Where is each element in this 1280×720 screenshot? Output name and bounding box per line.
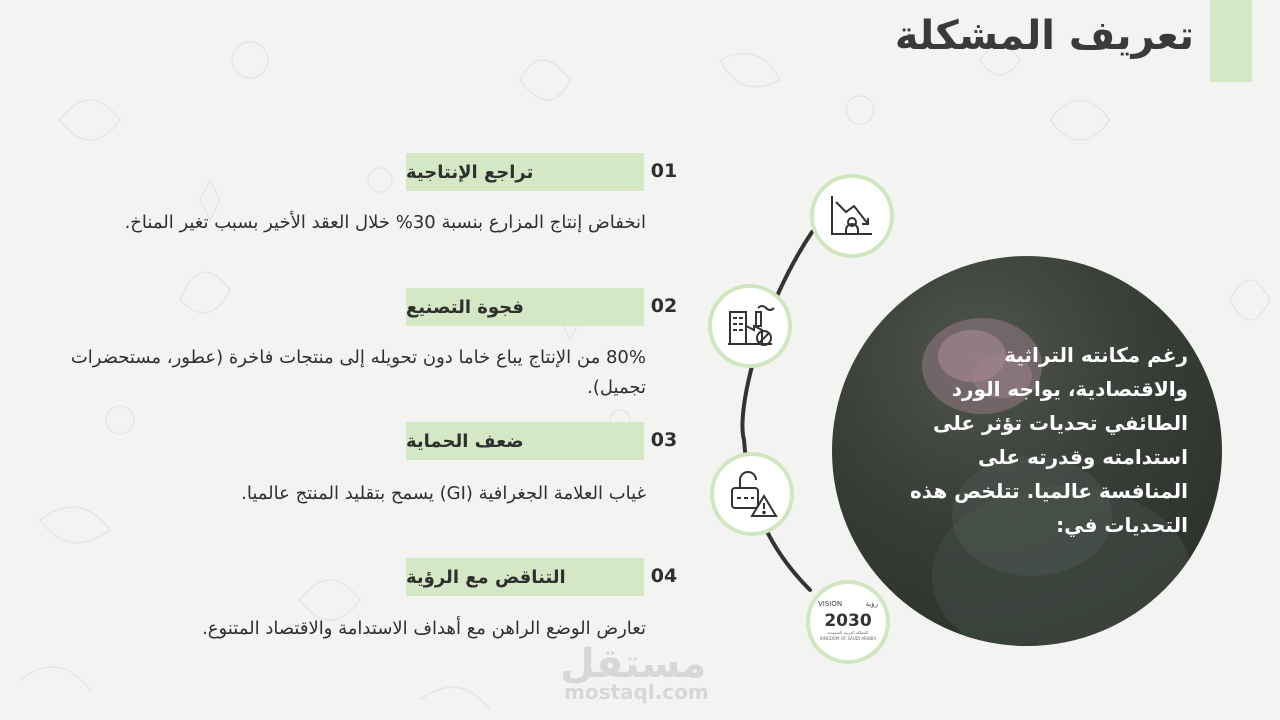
icon-circle-1 <box>810 174 894 258</box>
item-1-label: تراجع الإنتاجية <box>406 153 644 191</box>
watermark-arabic: مستقل <box>560 641 707 687</box>
item-2-label: فجوة التصنيع <box>406 288 644 326</box>
page-title: تعريف المشكلة <box>894 13 1194 59</box>
item-4-description: تعارض الوضع الراهن مع أهداف الاستدامة والاقتصاد المتنوع. <box>202 618 646 639</box>
item-3-label: ضعف الحماية <box>406 422 644 460</box>
icon-circle-3 <box>710 452 794 536</box>
vision-sub-latin: KINGDOM OF SAUDI ARABIA <box>819 636 877 641</box>
item-4-number: 04 <box>650 565 678 587</box>
vision-2030-logo <box>812 592 884 652</box>
item-2-number: 02 <box>650 295 678 317</box>
factory-icon <box>722 298 778 354</box>
unlocked-warning-icon <box>724 466 780 522</box>
item-1-description: انخفاض إنتاج المزارع بنسبة 30% خلال العقد الأخير بسبب تغير المناخ. <box>124 212 646 233</box>
vision-arabic: رؤية <box>865 600 878 608</box>
title-accent-bar <box>1210 0 1252 82</box>
item-3-number: 03 <box>650 429 678 451</box>
watermark-latin: mostaql.com <box>564 680 709 704</box>
icon-circle-2 <box>708 284 792 368</box>
vision-sub-arabic: المملكة العربية السعودية <box>827 630 869 635</box>
item-4-label: التناقض مع الرؤية <box>406 558 644 596</box>
item-3-description: غياب العلامة الجغرافية (GI) يسمح بتقليد المنتج عالميا. <box>241 483 646 504</box>
item-1-number: 01 <box>650 160 678 182</box>
item-2-description: 80% من الإنتاج يباع خاما دون تحويله إلى منتجات فاخرة (عطور، مستحضرات تجميل). <box>70 347 646 398</box>
icon-circle-4 <box>806 580 890 664</box>
vision-latin: VISION <box>818 600 843 608</box>
declining-chart-icon <box>824 188 880 244</box>
vision-year: 2030 <box>824 611 872 631</box>
intro-text: رغم مكانته التراثية والاقتصادية، يواجه الورد الطائفي تحديات تؤثر على استدامته وقدرته على المنافسة عالميا. تتلخص هذه التحديات في: <box>909 343 1188 537</box>
